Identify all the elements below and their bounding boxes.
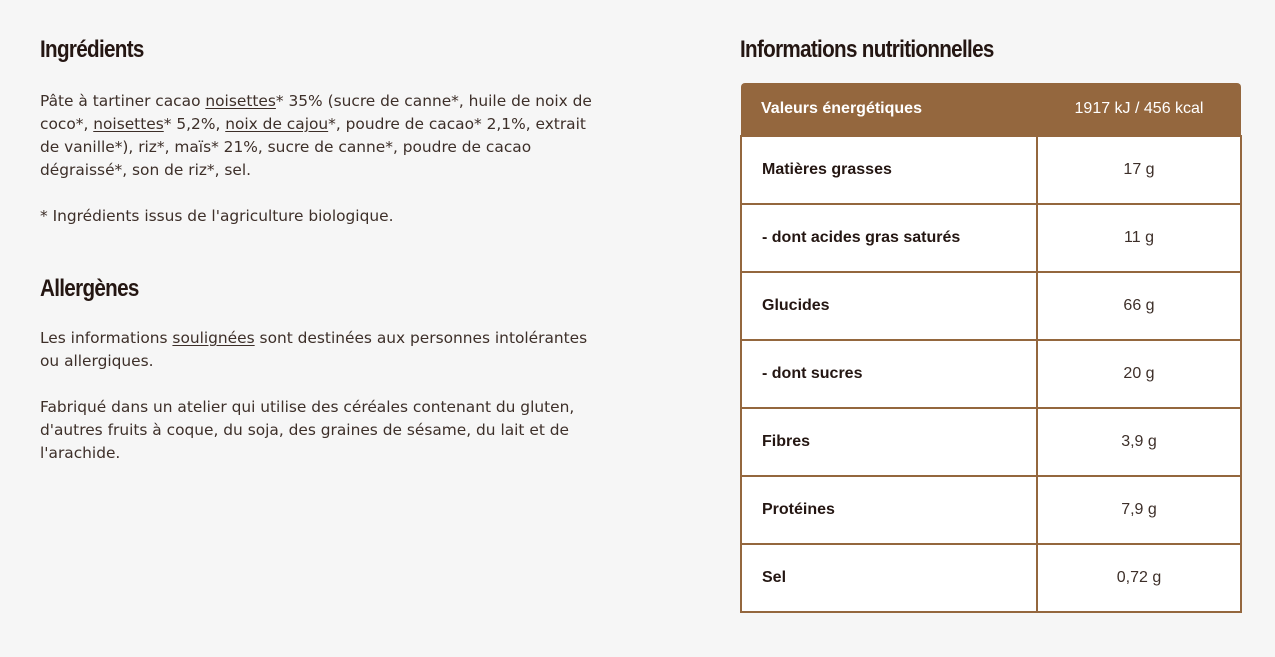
allergens-info-part: sont destinées aux personnes intolérantes ou allergiques. <box>40 329 588 370</box>
nutrition-column <box>740 36 1240 613</box>
nutrient-value: 3,9 g <box>1037 408 1241 476</box>
nutrient-label: Fibres <box>741 408 1037 476</box>
ingredients-text-part: * 5,2%, <box>163 115 226 133</box>
nutrient-value: 0,72 g <box>1037 544 1241 612</box>
table-row <box>741 544 1241 612</box>
ingredients-text <box>40 90 600 182</box>
nutrition-header-row <box>741 83 1241 136</box>
factory-note: Fabriqué dans un atelier qui utilise des céréales contenant du gluten, d'autres fruits à coque, du soja, des graines de sésame, du lait et de l'arachide. <box>40 398 575 462</box>
table-row <box>741 204 1241 272</box>
ingredients-allergens-column <box>40 36 600 465</box>
table-row <box>741 340 1241 408</box>
allergen-underlined: noisettes <box>93 115 164 133</box>
allergens-info <box>40 327 600 373</box>
table-row <box>741 408 1241 476</box>
allergens-info-part: Les informations <box>40 329 173 347</box>
nutrient-label: - dont sucres <box>741 340 1037 408</box>
nutrient-label: Glucides <box>741 272 1037 340</box>
table-row <box>741 272 1241 340</box>
nutrient-label: Sel <box>741 544 1037 612</box>
nutrient-value: 17 g <box>1037 136 1241 204</box>
nutrition-title: Informations nutritionnelles <box>740 36 994 63</box>
allergens-title: Allergènes <box>40 275 139 302</box>
underlined-example: soulignées <box>172 329 255 347</box>
nutrient-label: - dont acides gras saturés <box>741 204 1037 272</box>
nutrient-value: 20 g <box>1037 340 1241 408</box>
allergen-underlined: noix de cajou <box>225 115 329 133</box>
organic-footnote: * Ingrédients issus de l'agriculture biologique. <box>40 207 394 225</box>
energy-value: 1917 kJ / 456 kcal <box>1037 83 1241 136</box>
ingredients-text-part: *, poudre de cacao* 2,1%, extrait de vanille*), riz*, maïs* 21%, sucre de canne*, poudre de cacao dégraissé*, son de riz*, sel. <box>40 115 586 179</box>
ingredients-text-part: * 35% (sucre de canne*, huile de noix de coco*, <box>40 92 592 133</box>
allergen-underlined: noisettes <box>205 92 276 110</box>
table-row <box>741 476 1241 544</box>
nutrient-value: 7,9 g <box>1037 476 1241 544</box>
nutrient-label: Matières grasses <box>741 136 1037 204</box>
nutrient-value: 11 g <box>1037 204 1241 272</box>
ingredients-title: Ingrédients <box>40 36 144 63</box>
nutrition-table <box>740 83 1242 613</box>
nutrient-label: Protéines <box>741 476 1037 544</box>
nutrient-value: 66 g <box>1037 272 1241 340</box>
table-row <box>741 136 1241 204</box>
ingredients-text-part: Pâte à tartiner cacao <box>40 92 206 110</box>
energy-label: Valeurs énergétiques <box>741 83 1037 136</box>
